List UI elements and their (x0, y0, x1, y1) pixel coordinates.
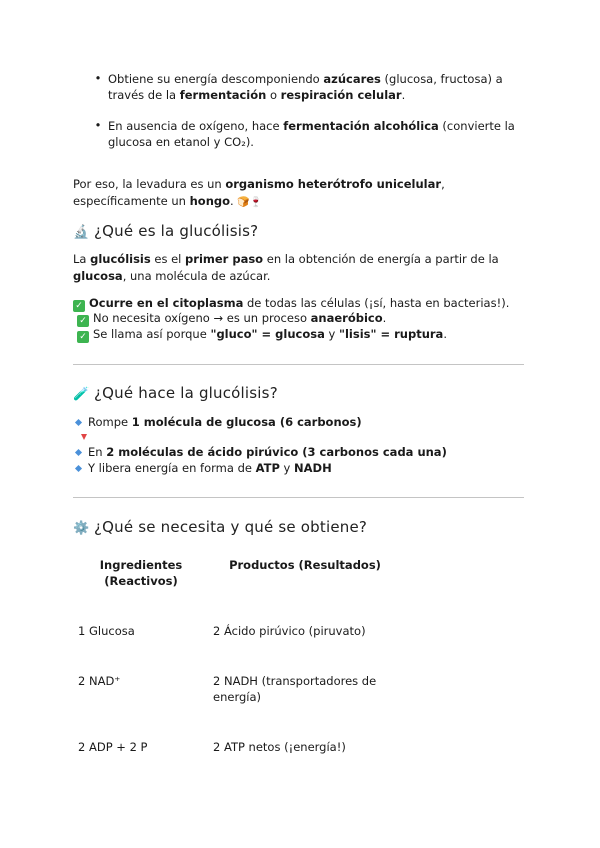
blue-diamond-icon (75, 465, 82, 472)
red-down-triangle-icon (81, 434, 87, 440)
blue-diamond-icon (75, 419, 82, 426)
check-mark-icon: ✓ (77, 315, 89, 327)
blue-diamond-icon (75, 449, 82, 456)
gear-icon: ⚙️ (73, 521, 90, 536)
check-mark-icon: ✓ (77, 331, 89, 343)
process-item: En 2 moléculas de ácido pirúvico (3 carbonos cada una) (73, 444, 447, 460)
definition-paragraph: La glucólisis es el primer paso en la obtención de energía a partir de la glucosa, una molécula de azúcar. (73, 252, 499, 283)
test-tube-icon: 🧪 (73, 387, 90, 402)
table-cell-producto: 2 NADH (transportadores de energía) (213, 674, 377, 704)
table-cell-reactivo: 1 Glucosa (78, 624, 135, 638)
table-cell-producto: 2 ATP netos (¡energía!) (213, 740, 346, 754)
bread-wine-emoji-icon: 🍞🍷 (237, 197, 263, 208)
table-cell-reactivo: 2 NAD⁺ (78, 674, 121, 688)
section-heading-necesita: ⚙️ ¿Qué se necesita y qué se obtiene? (73, 518, 368, 536)
microscope-icon: 🔬 (73, 225, 90, 240)
check-item: ✓ Ocurre en el citoplasma de todas las células (¡sí, hasta en bacterias!). (73, 295, 509, 312)
section-heading-glucolisis: 🔬 ¿Qué es la glucólisis? (73, 222, 259, 240)
check-mark-icon: ✓ (73, 300, 85, 312)
bullet-item: En ausencia de oxígeno, hace fermentación alcohólica (convierte la glucosa en etanol y CO₂). (108, 119, 515, 149)
section-divider (73, 497, 524, 498)
table-header-ingredientes: Ingredientes (Reactivos) (99, 558, 183, 588)
summary-paragraph: Por eso, la levadura es un organismo heterótrofo unicelular, específicamente un hongo. 🍞🍷 (73, 177, 445, 208)
bullet-item: Obtiene su energía descomponiendo azúcares (glucosa, fructosa) a través de la fermentación o respiración celular. (108, 72, 503, 102)
table-header-productos: Productos (Resultados) (229, 558, 381, 572)
process-item: Rompe 1 molécula de glucosa (6 carbonos) (73, 414, 362, 430)
check-item: ✓ No necesita oxígeno → es un proceso anaeróbico. (77, 310, 386, 327)
check-item: ✓ Se llama así porque "gluco" = glucosa y "lisis" = ruptura. (77, 326, 447, 343)
section-divider (73, 364, 524, 365)
process-item: Y libera energía en forma de ATP y NADH (73, 460, 332, 476)
bullet-dot: • (94, 71, 102, 85)
bullet-dot: • (94, 118, 102, 132)
section-heading-que-hace: 🧪 ¿Qué hace la glucólisis? (73, 384, 278, 402)
table-cell-producto: 2 Ácido pirúvico (piruvato) (213, 624, 366, 638)
table-cell-reactivo: 2 ADP + 2 P (78, 740, 148, 754)
